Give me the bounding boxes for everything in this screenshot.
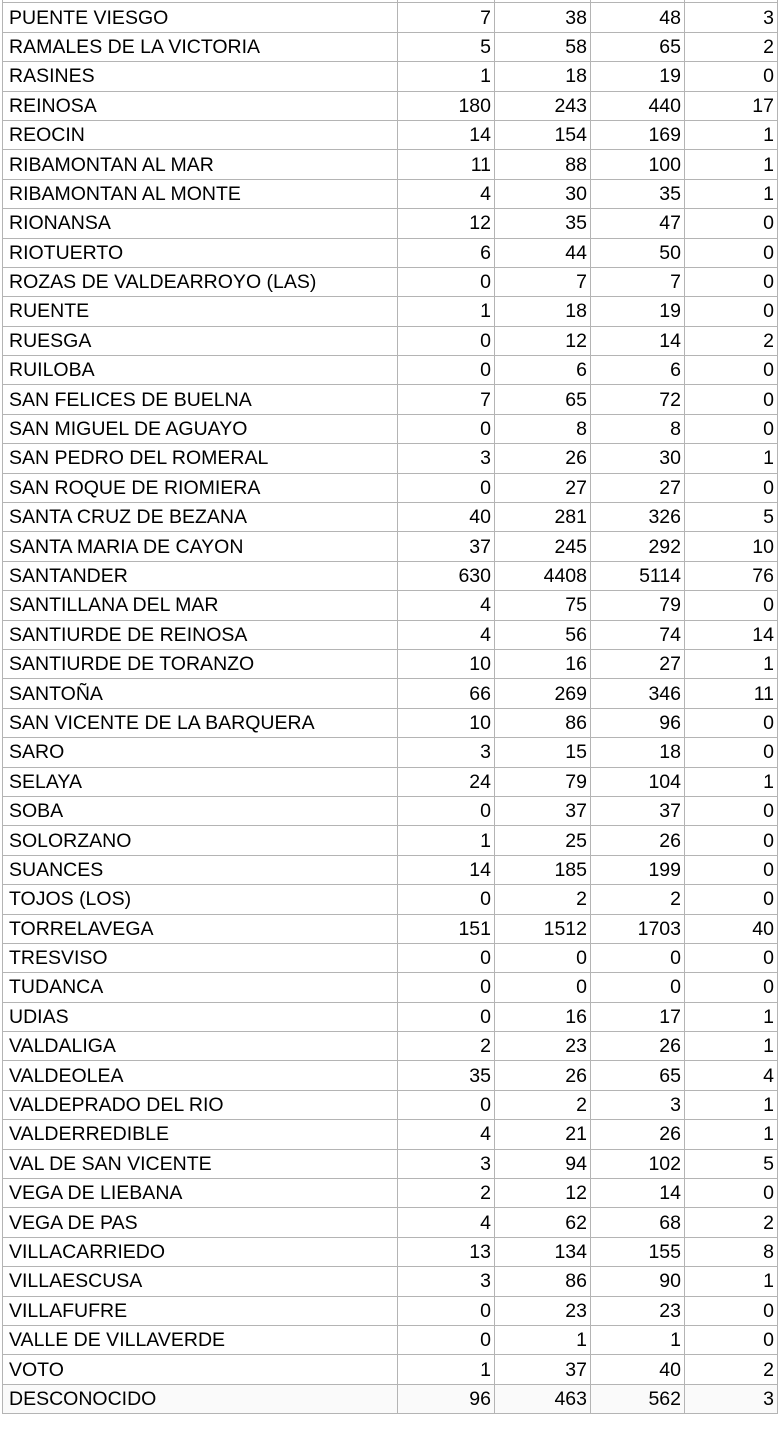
cell-value-col4[interactable]: 2 [685,1355,778,1384]
cell-value-col3[interactable]: 90 [591,1267,685,1296]
cell-municipality[interactable]: SAN PEDRO DEL ROMERAL [3,444,398,473]
table-row [3,1090,778,1119]
cell-value-col1[interactable]: 180 [398,91,495,120]
cell-municipality[interactable]: SANTA CRUZ DE BEZANA [3,503,398,532]
cell-municipality[interactable]: VALLE DE VILLAVERDE [3,1325,398,1354]
cell-value-col3[interactable]: 14 [591,1179,685,1208]
table-row [3,414,778,443]
table-row [3,1267,778,1296]
cell-value-col4[interactable]: 1 [685,1002,778,1031]
cell-value-col3[interactable]: 1703 [591,914,685,943]
cell-municipality[interactable]: PUENTE VIESGO [3,3,398,32]
cell-municipality[interactable]: VALDEPRADO DEL RIO [3,1090,398,1119]
cell-municipality[interactable]: VALDERREDIBLE [3,1120,398,1149]
cell-value-col4[interactable]: 0 [685,826,778,855]
cell-municipality[interactable]: ROZAS DE VALDEARROYO (LAS) [3,267,398,296]
cell-value-col2[interactable]: 37 [495,1355,591,1384]
cell-municipality[interactable]: SANTANDER [3,561,398,590]
cell-value-col2[interactable]: 245 [495,532,591,561]
cell-municipality[interactable]: RASINES [3,62,398,91]
cell-value-col2[interactable]: 65 [495,385,591,414]
cell-value-col1[interactable]: 4 [398,179,495,208]
cell-value-col1[interactable]: 0 [398,885,495,914]
cell-value-col2[interactable]: 58 [495,32,591,61]
cell-value-col3[interactable]: 100 [591,150,685,179]
cell-value-col1[interactable]: 0 [398,973,495,1002]
table-row [3,356,778,385]
cell-value-col4[interactable]: 14 [685,620,778,649]
cell-value-col4[interactable]: 0 [685,238,778,267]
cell-value-col3[interactable]: 155 [591,1237,685,1266]
cell-municipality[interactable]: SOLORZANO [3,826,398,855]
cell-value-col1[interactable]: 1 [398,297,495,326]
cell-value-col1[interactable]: 5 [398,32,495,61]
cell-value-col4[interactable]: 2 [685,32,778,61]
cell-municipality[interactable]: DESCONOCIDO [3,1384,398,1413]
cell-value-col4[interactable]: 0 [685,796,778,825]
table-row [3,767,778,796]
table-row [3,679,778,708]
cell-value-col4[interactable]: 5 [685,503,778,532]
cell-value-col3[interactable]: 440 [591,91,685,120]
cell-value-col3[interactable]: 26 [591,1032,685,1061]
table-row [3,444,778,473]
cell-municipality[interactable]: REINOSA [3,91,398,120]
table-row [3,796,778,825]
cell-municipality[interactable]: VILLACARRIEDO [3,1237,398,1266]
cell-value-col3[interactable]: 47 [591,209,685,238]
cell-value-col2[interactable]: 4408 [495,561,591,590]
cell-value-col4[interactable]: 0 [685,855,778,884]
cell-value-col3[interactable]: 48 [591,3,685,32]
cell-value-col2[interactable]: 0 [495,943,591,972]
cell-value-col4[interactable]: 0 [685,708,778,737]
table-row [3,1208,778,1237]
cell-value-col3[interactable]: 326 [591,503,685,532]
cell-value-col3[interactable]: 27 [591,473,685,502]
cell-value-col3[interactable]: 18 [591,738,685,767]
cell-value-col3[interactable]: 23 [591,1296,685,1325]
cell-value-col2[interactable]: 94 [495,1149,591,1178]
cell-value-col1[interactable]: 14 [398,855,495,884]
cell-value-col4[interactable]: 0 [685,385,778,414]
cell-value-col3[interactable]: 169 [591,120,685,149]
cell-value-col3[interactable]: 0 [591,943,685,972]
cell-value-col2[interactable]: 16 [495,1002,591,1031]
cell-value-col4[interactable]: 8 [685,1237,778,1266]
cell-value-col4[interactable]: 3 [685,1384,778,1413]
table-row [3,267,778,296]
cell-value-col2[interactable]: 7 [495,267,591,296]
table-row [3,826,778,855]
cell-value-col1[interactable]: 0 [398,1296,495,1325]
cell-municipality[interactable]: TRESVISO [3,943,398,972]
cell-value-col1[interactable]: 1 [398,826,495,855]
cell-municipality[interactable]: RUENTE [3,297,398,326]
cell-value-col1[interactable]: 3 [398,444,495,473]
table-row [3,1237,778,1266]
table-row [3,209,778,238]
cell-value-col2[interactable]: 21 [495,1120,591,1149]
cell-municipality[interactable]: TOJOS (LOS) [3,885,398,914]
cell-value-col2[interactable]: 12 [495,326,591,355]
table-row [3,649,778,678]
table-row [3,326,778,355]
cell-value-col4[interactable]: 0 [685,209,778,238]
cell-value-col1[interactable]: 10 [398,708,495,737]
cell-value-col2[interactable]: 37 [495,796,591,825]
cell-value-col2[interactable]: 185 [495,855,591,884]
cell-municipality[interactable]: SANTIURDE DE TORANZO [3,649,398,678]
table-row [3,1149,778,1178]
cell-value-col1[interactable]: 4 [398,1120,495,1149]
cell-value-col1[interactable]: 13 [398,1237,495,1266]
cell-value-col3[interactable]: 6 [591,356,685,385]
cell-municipality[interactable]: RIBAMONTAN AL MONTE [3,179,398,208]
cell-municipality[interactable]: RIONANSA [3,209,398,238]
cell-value-col2[interactable]: 35 [495,209,591,238]
cell-value-col1[interactable]: 37 [398,532,495,561]
table-row [3,914,778,943]
cell-municipality[interactable]: VAL DE SAN VICENTE [3,1149,398,1178]
cell-value-col2[interactable]: 16 [495,649,591,678]
cell-value-col3[interactable]: 19 [591,297,685,326]
cell-municipality[interactable]: RUESGA [3,326,398,355]
table-row [3,532,778,561]
cell-municipality[interactable]: SAN VICENTE DE LA BARQUERA [3,708,398,737]
cell-value-col3[interactable]: 37 [591,796,685,825]
cell-value-col4[interactable]: 1 [685,1267,778,1296]
cell-value-col3[interactable]: 30 [591,444,685,473]
table-row [3,708,778,737]
cell-value-col4[interactable]: 2 [685,1208,778,1237]
cell-value-col3[interactable]: 35 [591,179,685,208]
cell-value-col4[interactable]: 76 [685,561,778,590]
cell-value-col4[interactable]: 0 [685,414,778,443]
table-row [3,91,778,120]
cell-value-col3[interactable]: 65 [591,32,685,61]
cell-municipality[interactable]: VALDALIGA [3,1032,398,1061]
cell-value-col2[interactable]: 26 [495,1061,591,1090]
cell-value-col2[interactable]: 463 [495,1384,591,1413]
cell-value-col2[interactable]: 44 [495,238,591,267]
cell-value-col3[interactable]: 0 [591,973,685,1002]
cell-municipality[interactable]: SARO [3,738,398,767]
cell-value-col1[interactable]: 0 [398,943,495,972]
cell-value-col2[interactable]: 27 [495,473,591,502]
cell-value-col1[interactable]: 0 [398,267,495,296]
table-row [3,738,778,767]
cell-municipality[interactable]: VILLAFUFRE [3,1296,398,1325]
cell-municipality[interactable]: SAN FELICES DE BUELNA [3,385,398,414]
cell-value-col2[interactable]: 15 [495,738,591,767]
cell-value-col4[interactable]: 1 [685,767,778,796]
cell-value-col4[interactable]: 1 [685,1120,778,1149]
cell-value-col1[interactable]: 6 [398,238,495,267]
cell-value-col2[interactable]: 269 [495,679,591,708]
cell-value-col4[interactable]: 1 [685,1032,778,1061]
cell-municipality[interactable]: RIOTUERTO [3,238,398,267]
cell-value-col2[interactable]: 2 [495,885,591,914]
cell-value-col4[interactable]: 1 [685,120,778,149]
cell-municipality[interactable]: RIBAMONTAN AL MAR [3,150,398,179]
cell-value-col4[interactable]: 10 [685,532,778,561]
cell-value-col1[interactable]: 4 [398,591,495,620]
cell-value-col4[interactable]: 0 [685,1179,778,1208]
cell-value-col1[interactable]: 0 [398,326,495,355]
cell-value-col4[interactable]: 0 [685,1296,778,1325]
cell-value-col1[interactable]: 14 [398,120,495,149]
cell-value-col3[interactable]: 68 [591,1208,685,1237]
cell-value-col4[interactable]: 0 [685,885,778,914]
cell-value-col1[interactable]: 10 [398,649,495,678]
cell-value-col1[interactable]: 0 [398,796,495,825]
cell-value-col1[interactable]: 40 [398,503,495,532]
cell-municipality[interactable]: SUANCES [3,855,398,884]
cell-value-col2[interactable]: 2 [495,1090,591,1119]
table-row [3,3,778,32]
cell-value-col2[interactable]: 23 [495,1032,591,1061]
cell-value-col1[interactable]: 66 [398,679,495,708]
table-row [3,1384,778,1413]
cell-value-col3[interactable]: 14 [591,326,685,355]
cell-municipality[interactable]: RUILOBA [3,356,398,385]
cell-value-col4[interactable]: 0 [685,1325,778,1354]
cell-municipality[interactable]: SANTILLANA DEL MAR [3,591,398,620]
cell-value-col4[interactable]: 0 [685,591,778,620]
cell-value-col2[interactable]: 88 [495,150,591,179]
cell-value-col1[interactable]: 35 [398,1061,495,1090]
table-row [3,1002,778,1031]
cell-value-col2[interactable]: 62 [495,1208,591,1237]
cell-value-col4[interactable]: 4 [685,1061,778,1090]
cell-municipality[interactable]: RAMALES DE LA VICTORIA [3,32,398,61]
cell-value-col4[interactable]: 5 [685,1149,778,1178]
cell-value-col4[interactable]: 0 [685,943,778,972]
cell-value-col3[interactable]: 19 [591,62,685,91]
cell-municipality[interactable]: VEGA DE LIEBANA [3,1179,398,1208]
cell-value-col2[interactable]: 38 [495,3,591,32]
cell-value-col3[interactable]: 8 [591,414,685,443]
cell-value-col4[interactable]: 17 [685,91,778,120]
cell-value-col2[interactable]: 56 [495,620,591,649]
cell-value-col1[interactable]: 7 [398,385,495,414]
cell-value-col4[interactable]: 1 [685,150,778,179]
table-row [3,32,778,61]
cell-value-col3[interactable]: 1 [591,1325,685,1354]
cell-value-col4[interactable]: 0 [685,356,778,385]
cell-value-col1[interactable]: 4 [398,1208,495,1237]
cell-value-col4[interactable]: 2 [685,326,778,355]
cell-value-col2[interactable]: 75 [495,591,591,620]
cell-value-col3[interactable]: 74 [591,620,685,649]
cell-value-col3[interactable]: 199 [591,855,685,884]
cell-value-col3[interactable]: 5114 [591,561,685,590]
table-row [3,885,778,914]
cell-value-col2[interactable]: 134 [495,1237,591,1266]
table-row [3,943,778,972]
table-row [3,503,778,532]
cell-value-col2[interactable]: 23 [495,1296,591,1325]
cell-value-col3[interactable]: 562 [591,1384,685,1413]
cell-municipality[interactable]: SANTIURDE DE REINOSA [3,620,398,649]
cell-value-col4[interactable]: 0 [685,738,778,767]
table-row [3,561,778,590]
table-row [3,855,778,884]
cell-value-col4[interactable]: 40 [685,914,778,943]
cell-value-col2[interactable]: 243 [495,91,591,120]
cell-municipality[interactable]: TUDANCA [3,973,398,1002]
cell-municipality[interactable]: SOBA [3,796,398,825]
cell-value-col1[interactable]: 0 [398,356,495,385]
table-row [3,297,778,326]
cell-value-col2[interactable]: 25 [495,826,591,855]
cell-value-col3[interactable]: 27 [591,649,685,678]
cell-value-col3[interactable]: 26 [591,1120,685,1149]
table-row [3,1032,778,1061]
cell-value-col4[interactable]: 0 [685,473,778,502]
cell-value-col1[interactable]: 3 [398,1149,495,1178]
table-row [3,62,778,91]
cell-value-col1[interactable]: 2 [398,1032,495,1061]
cell-value-col3[interactable]: 65 [591,1061,685,1090]
cell-municipality[interactable]: SELAYA [3,767,398,796]
cell-value-col4[interactable]: 1 [685,179,778,208]
cell-value-col2[interactable]: 86 [495,1267,591,1296]
municipality-data-table [2,0,778,1414]
table-row [3,1179,778,1208]
cell-value-col1[interactable]: 151 [398,914,495,943]
cell-value-col2[interactable]: 6 [495,356,591,385]
table-row [3,1061,778,1090]
cell-value-col1[interactable]: 3 [398,1267,495,1296]
cell-value-col4[interactable]: 0 [685,973,778,1002]
table-row [3,1296,778,1325]
cell-value-col1[interactable]: 1 [398,62,495,91]
cell-value-col1[interactable]: 0 [398,1002,495,1031]
table-row [3,238,778,267]
cell-value-col2[interactable]: 79 [495,767,591,796]
cell-value-col4[interactable]: 3 [685,3,778,32]
table-row [3,120,778,149]
cell-value-col2[interactable]: 1512 [495,914,591,943]
cell-value-col2[interactable]: 30 [495,179,591,208]
cell-value-col1[interactable]: 0 [398,414,495,443]
cell-municipality[interactable]: VILLAESCUSA [3,1267,398,1296]
cell-value-col2[interactable]: 26 [495,444,591,473]
cell-value-col3[interactable]: 72 [591,385,685,414]
table-row [3,150,778,179]
cell-value-col1[interactable]: 4 [398,620,495,649]
table-row [3,620,778,649]
cell-municipality[interactable]: SAN ROQUE DE RIOMIERA [3,473,398,502]
cell-municipality[interactable]: SAN MIGUEL DE AGUAYO [3,414,398,443]
cell-value-col4[interactable]: 1 [685,1090,778,1119]
cell-value-col4[interactable]: 11 [685,679,778,708]
cell-municipality[interactable]: TORRELAVEGA [3,914,398,943]
cell-value-col3[interactable]: 2 [591,885,685,914]
cell-value-col1[interactable]: 2 [398,1179,495,1208]
cell-value-col3[interactable]: 292 [591,532,685,561]
cell-value-col4[interactable]: 1 [685,649,778,678]
cell-value-col3[interactable]: 50 [591,238,685,267]
cell-municipality[interactable]: VEGA DE PAS [3,1208,398,1237]
cell-value-col3[interactable]: 102 [591,1149,685,1178]
cell-value-col4[interactable]: 0 [685,297,778,326]
table-row [3,591,778,620]
cell-value-col3[interactable]: 17 [591,1002,685,1031]
cell-value-col1[interactable]: 7 [398,3,495,32]
cell-municipality[interactable]: SANTOÑA [3,679,398,708]
cell-value-col1[interactable]: 630 [398,561,495,590]
cell-value-col3[interactable]: 26 [591,826,685,855]
cell-value-col2[interactable]: 86 [495,708,591,737]
table-row [3,1325,778,1354]
cell-value-col1[interactable]: 96 [398,1384,495,1413]
cell-value-col3[interactable]: 104 [591,767,685,796]
cell-municipality[interactable]: VOTO [3,1355,398,1384]
cell-value-col2[interactable]: 12 [495,1179,591,1208]
cell-municipality[interactable]: SANTA MARIA DE CAYON [3,532,398,561]
cell-value-col2[interactable]: 8 [495,414,591,443]
cell-value-col1[interactable]: 0 [398,1090,495,1119]
cell-value-col1[interactable]: 11 [398,150,495,179]
cell-value-col3[interactable]: 3 [591,1090,685,1119]
cell-value-col1[interactable]: 1 [398,1355,495,1384]
cell-value-col2[interactable]: 18 [495,62,591,91]
cell-value-col2[interactable]: 154 [495,120,591,149]
cell-municipality[interactable]: VALDEOLEA [3,1061,398,1090]
cell-value-col4[interactable]: 0 [685,267,778,296]
table-row [3,1120,778,1149]
table-row [3,385,778,414]
cell-municipality[interactable]: REOCIN [3,120,398,149]
cell-value-col1[interactable]: 24 [398,767,495,796]
cell-value-col1[interactable]: 0 [398,1325,495,1354]
cell-municipality[interactable]: UDIAS [3,1002,398,1031]
table-row [3,973,778,1002]
cell-value-col1[interactable]: 0 [398,473,495,502]
table-row [3,1355,778,1384]
cell-value-col3[interactable]: 79 [591,591,685,620]
cell-value-col3[interactable]: 346 [591,679,685,708]
cell-value-col3[interactable]: 7 [591,267,685,296]
cell-value-col1[interactable]: 12 [398,209,495,238]
cell-value-col4[interactable]: 1 [685,444,778,473]
cell-value-col2[interactable]: 281 [495,503,591,532]
table-row [3,473,778,502]
cell-value-col3[interactable]: 40 [591,1355,685,1384]
cell-value-col1[interactable]: 3 [398,738,495,767]
cell-value-col2[interactable]: 18 [495,297,591,326]
table-body [3,0,778,1414]
cell-value-col4[interactable]: 0 [685,62,778,91]
table-row [3,179,778,208]
cell-value-col2[interactable]: 0 [495,973,591,1002]
cell-value-col3[interactable]: 96 [591,708,685,737]
cell-value-col2[interactable]: 1 [495,1325,591,1354]
